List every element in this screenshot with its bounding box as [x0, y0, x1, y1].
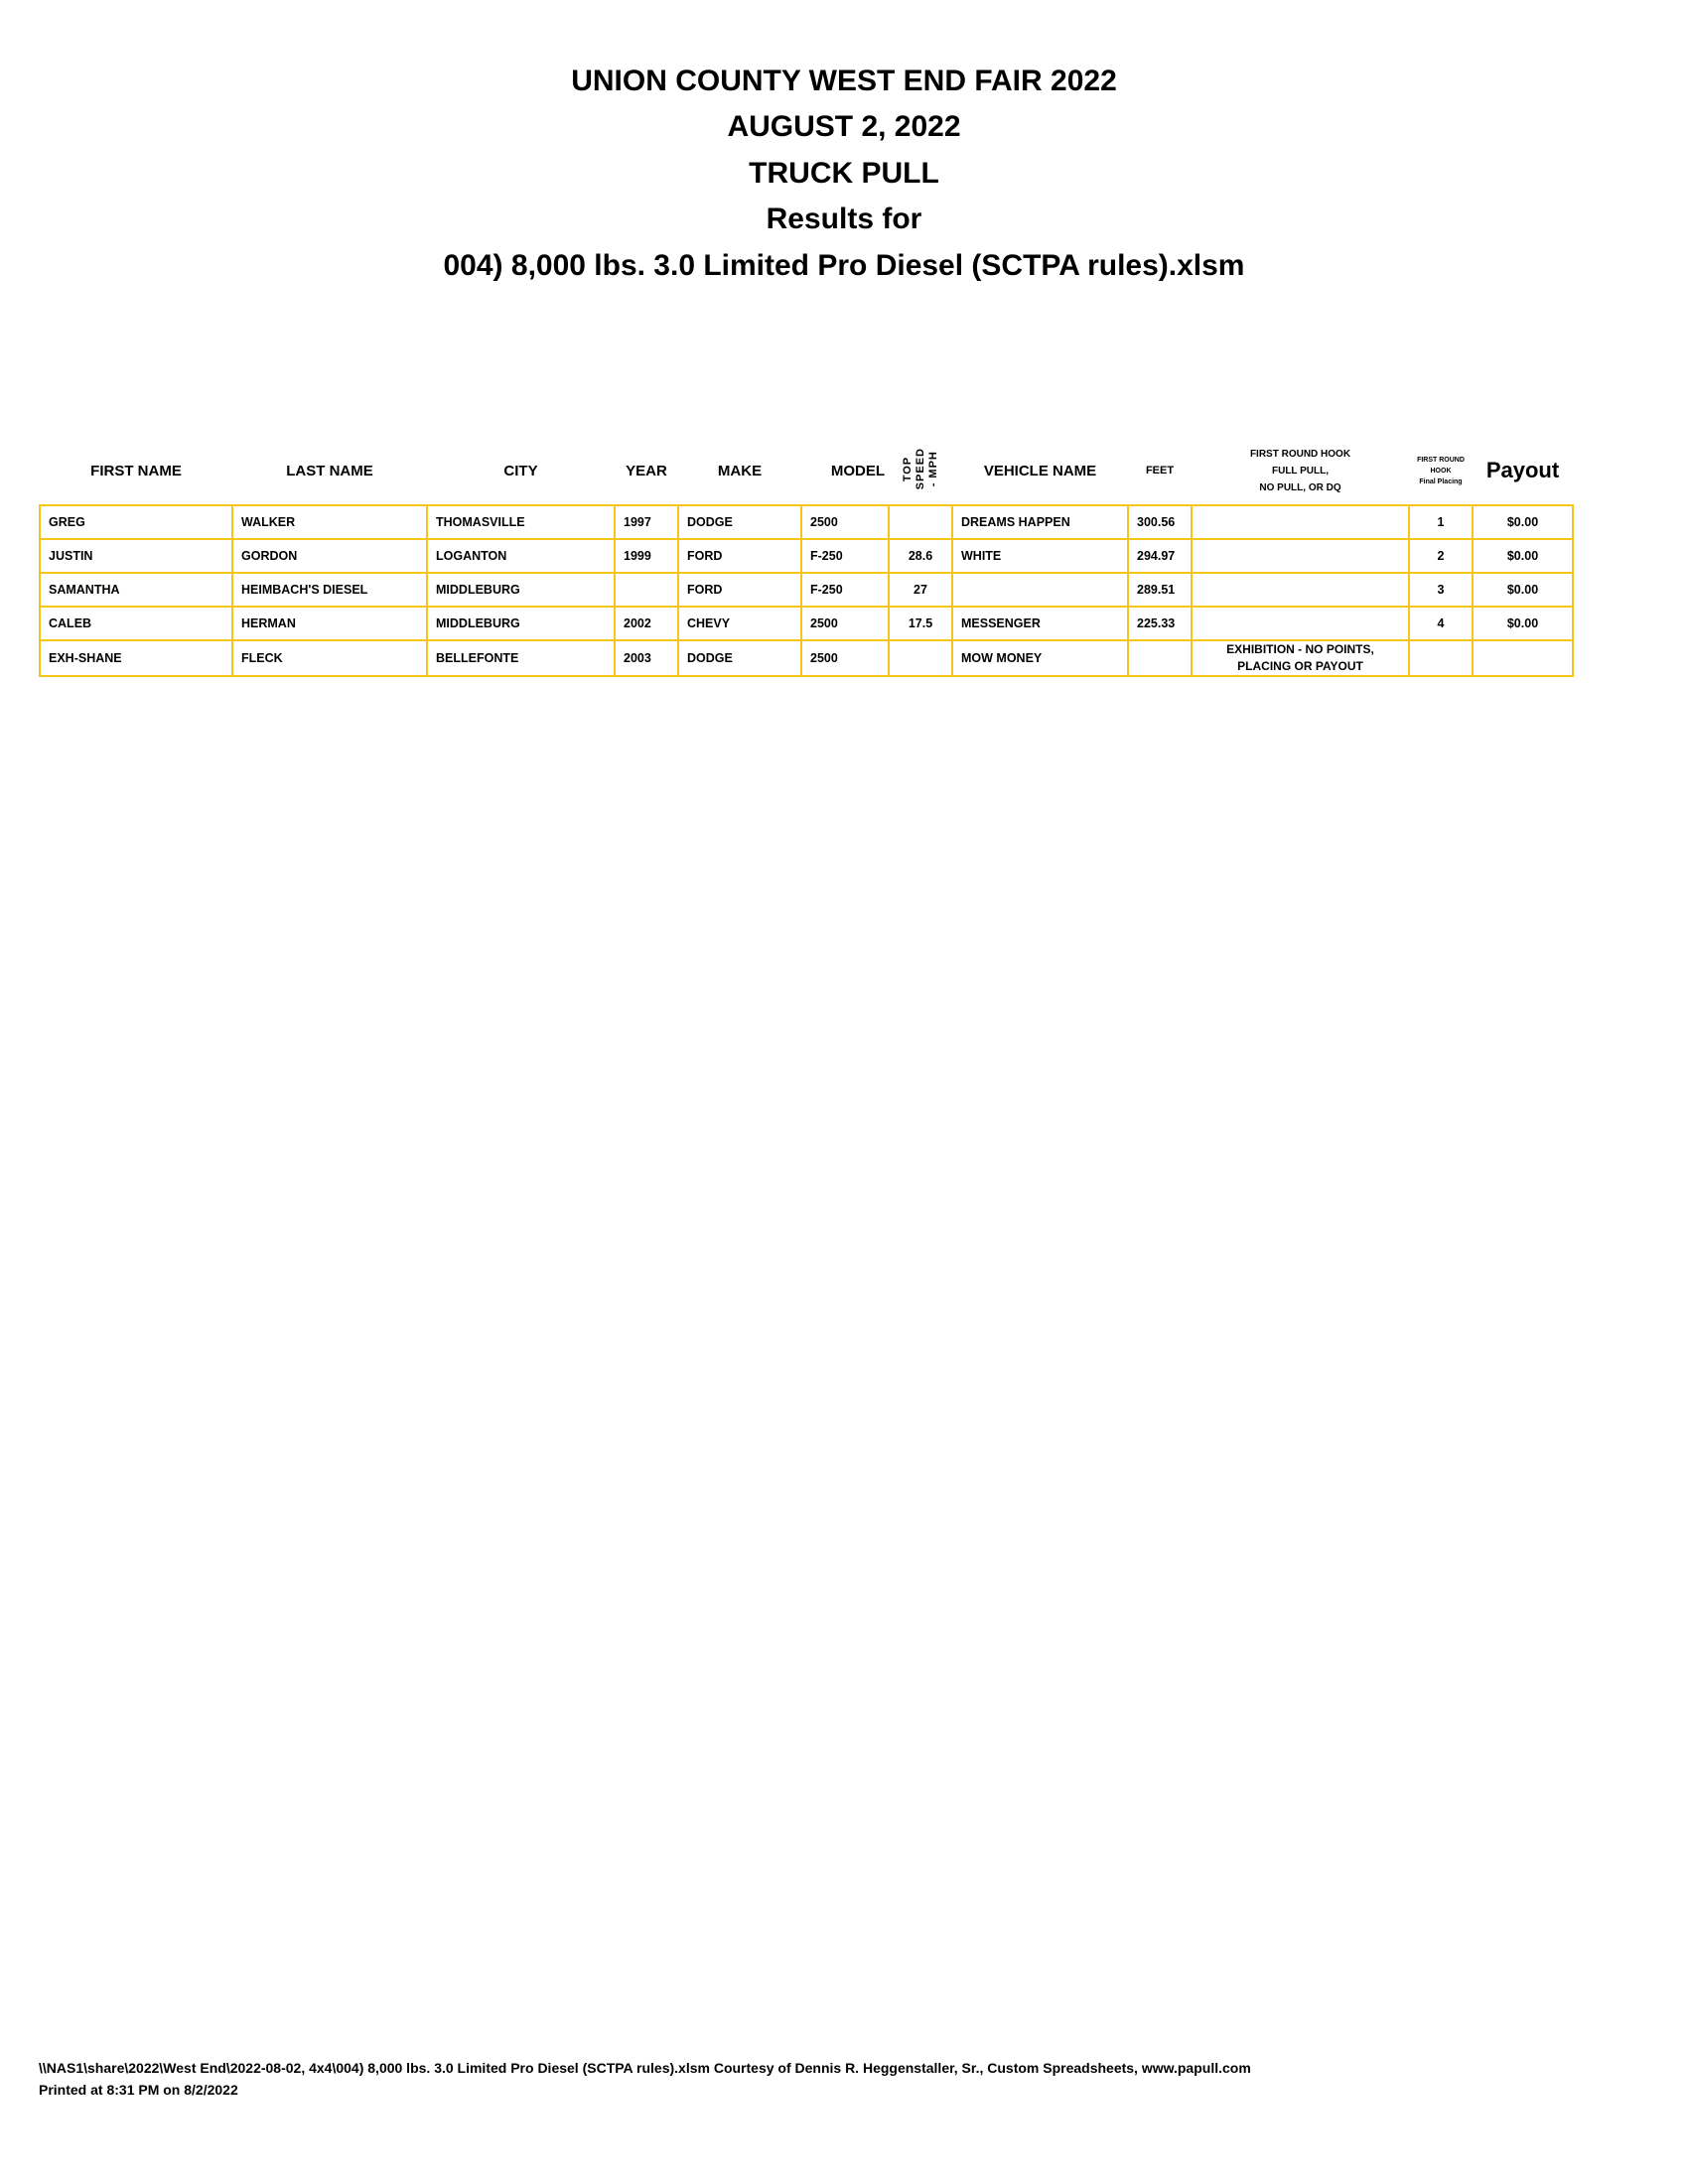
- col-final-placing: FIRST ROUND HOOK Final Placing: [1417, 456, 1465, 485]
- col-year: YEAR: [626, 462, 667, 479]
- cell-final-placing: 1: [1409, 505, 1473, 539]
- cell-vehicle-name: WHITE: [952, 539, 1128, 573]
- cell-city: LOGANTON: [427, 539, 615, 573]
- cell-make: FORD: [678, 573, 801, 607]
- class-name: 004) 8,000 lbs. 3.0 Limited Pro Diesel (SCTPA rules).xlsm: [443, 249, 1245, 282]
- cell-year: 1997: [615, 505, 678, 539]
- table-row: [40, 573, 1573, 607]
- cell-feet: 289.51: [1128, 573, 1192, 607]
- cell-final-placing: 3: [1409, 573, 1473, 607]
- footer-file-path: \\NAS1\share\2022\West End\2022-08-02, 4x4\004) 8,000 lbs. 3.0 Limited Pro Diesel (SCTPA rules).xlsm Courtesy of Dennis R. Heggenstaller, Sr., Custom Spreadsheets, www.papull.com: [39, 2060, 1251, 2076]
- cell-top-speed: 28.6: [889, 539, 952, 573]
- cell-payout: $0.00: [1473, 539, 1573, 573]
- col-payout: Payout: [1485, 458, 1560, 482]
- cell-top-speed: 17.5: [889, 607, 952, 640]
- results-for-label: Results for: [766, 203, 922, 235]
- cell-year: [615, 573, 678, 607]
- cell-city: MIDDLEBURG: [427, 607, 615, 640]
- cell-year: 2003: [615, 640, 678, 676]
- cell-last-name: HERMAN: [232, 607, 427, 640]
- table-row: [40, 607, 1573, 640]
- cell-payout: $0.00: [1473, 573, 1573, 607]
- footer-printed-at: Printed at 8:31 PM on 8/2/2022: [39, 2082, 238, 2098]
- cell-feet: 300.56: [1128, 505, 1192, 539]
- col-city: CITY: [503, 462, 538, 479]
- cell-first-name: SAMANTHA: [40, 573, 232, 607]
- cell-model: 2500: [801, 640, 889, 676]
- col-first-name: FIRST NAME: [90, 462, 182, 479]
- cell-vehicle-name: [952, 573, 1128, 607]
- cell-make: DODGE: [678, 640, 801, 676]
- cell-feet: 294.97: [1128, 539, 1192, 573]
- cell-first-name: JUSTIN: [40, 539, 232, 573]
- cell-vehicle-name: DREAMS HAPPEN: [952, 505, 1128, 539]
- cell-last-name: FLECK: [232, 640, 427, 676]
- col-top-speed: TOP SPEED - MPH: [901, 447, 939, 490]
- cell-top-speed: [889, 505, 952, 539]
- cell-first-round-hook: [1192, 607, 1409, 640]
- table-row: [40, 539, 1573, 573]
- col-last-name: LAST NAME: [286, 462, 373, 479]
- cell-payout: [1473, 640, 1573, 676]
- cell-top-speed: [889, 640, 952, 676]
- cell-year: 2002: [615, 607, 678, 640]
- header-row: [40, 437, 1573, 505]
- cell-first-name: CALEB: [40, 607, 232, 640]
- cell-payout: $0.00: [1473, 607, 1573, 640]
- cell-first-name: GREG: [40, 505, 232, 539]
- cell-make: CHEVY: [678, 607, 801, 640]
- cell-last-name: WALKER: [232, 505, 427, 539]
- cell-last-name: HEIMBACH'S DIESEL: [232, 573, 427, 607]
- cell-make: DODGE: [678, 505, 801, 539]
- cell-city: THOMASVILLE: [427, 505, 615, 539]
- cell-feet: 225.33: [1128, 607, 1192, 640]
- event-date: AUGUST 2, 2022: [727, 110, 961, 143]
- cell-feet: [1128, 640, 1192, 676]
- table-row: [40, 640, 1573, 676]
- cell-city: BELLEFONTE: [427, 640, 615, 676]
- cell-model: 2500: [801, 505, 889, 539]
- fair-title: UNION COUNTY WEST END FAIR 2022: [571, 65, 1117, 97]
- cell-first-name: EXH-SHANE: [40, 640, 232, 676]
- cell-model: F-250: [801, 573, 889, 607]
- cell-first-round-hook: [1192, 573, 1409, 607]
- col-vehicle-name: VEHICLE NAME: [983, 462, 1097, 479]
- cell-vehicle-name: MESSENGER: [952, 607, 1128, 640]
- cell-last-name: GORDON: [232, 539, 427, 573]
- cell-city: MIDDLEBURG: [427, 573, 615, 607]
- col-feet: FEET: [1145, 465, 1175, 477]
- cell-final-placing: 4: [1409, 607, 1473, 640]
- cell-make: FORD: [678, 539, 801, 573]
- cell-year: 1999: [615, 539, 678, 573]
- cell-top-speed: 27: [889, 573, 952, 607]
- col-make: MAKE: [717, 462, 763, 479]
- cell-final-placing: 2: [1409, 539, 1473, 573]
- cell-first-round-hook: EXHIBITION - NO POINTS, PLACING OR PAYOUT: [1192, 640, 1409, 676]
- cell-vehicle-name: MOW MONEY: [952, 640, 1128, 676]
- cell-model: F-250: [801, 539, 889, 573]
- cell-first-round-hook: [1192, 539, 1409, 573]
- cell-payout: $0.00: [1473, 505, 1573, 539]
- col-first-round-hook: FIRST ROUND HOOK FULL PULL, NO PULL, OR DQ: [1249, 448, 1351, 493]
- table-row: [40, 505, 1573, 539]
- results-table: [39, 437, 1574, 677]
- event-name: TRUCK PULL: [749, 157, 939, 190]
- cell-final-placing: [1409, 640, 1473, 676]
- cell-model: 2500: [801, 607, 889, 640]
- cell-first-round-hook: [1192, 505, 1409, 539]
- col-model: MODEL: [830, 462, 885, 479]
